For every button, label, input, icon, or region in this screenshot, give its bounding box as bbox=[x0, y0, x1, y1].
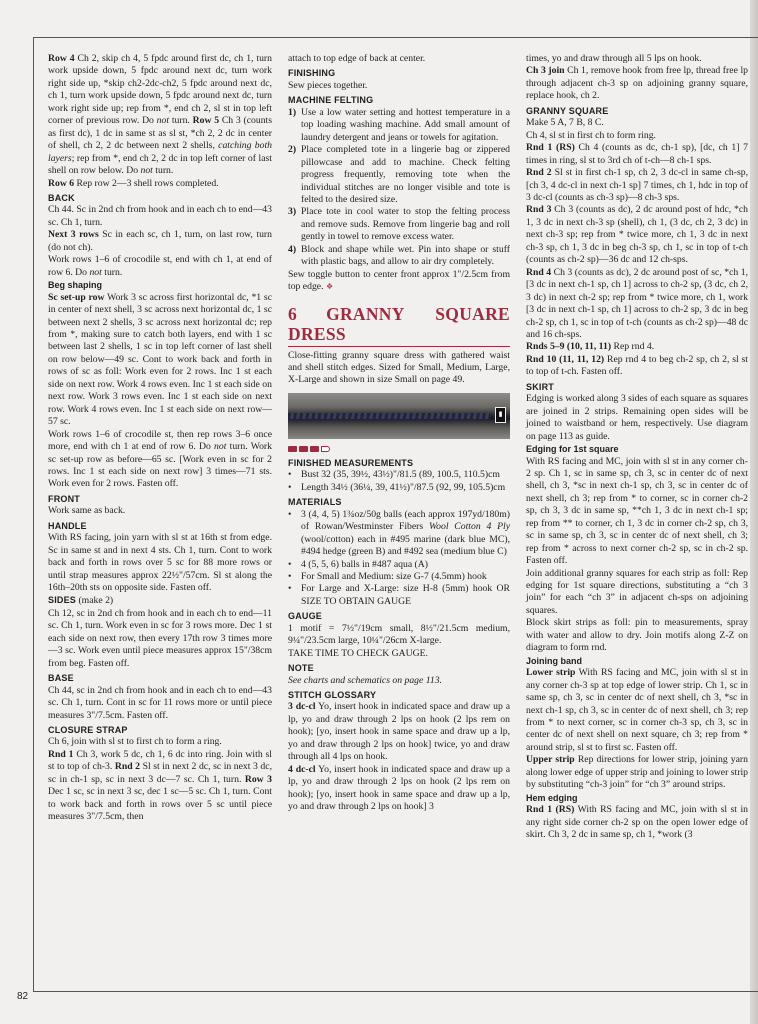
step-text: Block and shape while wet. Pin into shape or stuff with plastic bags, and allow to air dry completely. bbox=[301, 243, 510, 268]
row-label: Rnd 10 (11, 11, 12) bbox=[526, 353, 605, 365]
item-text-italic: Wool Cotton 4 Ply bbox=[428, 521, 510, 533]
heading-skirt: SKIRT bbox=[526, 381, 554, 392]
pattern-number: 6 bbox=[288, 303, 298, 324]
pattern-title-text: GRANNY SQUARE DRESS bbox=[288, 303, 510, 345]
term: 3 dc-cl bbox=[288, 701, 316, 713]
step-number: 3) bbox=[288, 206, 297, 218]
text: Ch 3 (counts as dc), 2 dc around post of sc, *ch 1, [3 dc in next ch-1 sp, ch 1] across to ch-2 sp, (3 dc, ch 2, 3 dc) in next ch-2 sp; rep from * twice more, ch 1, work [3 dc in next ch-1 sp, ch 1] across to ch-2 sp, 3 dc in beg ch-2 sp, ch 1, sc in top of t-ch (counts as ch-2 sp)—48 dc and 16 ch-sps. bbox=[526, 266, 748, 340]
text: With RS facing and MC, join with sl st in any right side corner ch-2 sp on the open lower edge of skirt. Ch 3, 2 dc in same sp, ch 1, *work (3 bbox=[526, 804, 748, 841]
bullet: • bbox=[288, 583, 292, 595]
item-text: Length 34½ (36¼, 39, 41½)"/87.5 (92, 99, 105.5)cm bbox=[301, 481, 506, 493]
heading-back: BACK bbox=[48, 192, 75, 203]
paragraph-ring: Ch 4, sl st in first ch to form ring. bbox=[526, 129, 656, 141]
text: Rep row 2—3 shell rows completed. bbox=[74, 177, 219, 189]
skill-block bbox=[299, 446, 308, 452]
paragraph-upper-strip bbox=[526, 754, 748, 791]
text: Ch 4 (counts as dc, ch-1 sp), [dc, ch 1] 7 times in ring, sl st to 3rd ch of t-ch—8 ch-1 sps. bbox=[526, 142, 748, 166]
text: Work rows 1–6 of crocodile st, then rep rows 3–6 once more, end with ch 1 at end of row 6. Do bbox=[48, 428, 272, 453]
materials-list bbox=[288, 509, 510, 609]
item-text: For Small and Medium: size G-7 (4.5mm) hook bbox=[301, 570, 487, 582]
column-middle bbox=[288, 53, 510, 814]
paragraph-setup-row bbox=[48, 292, 272, 429]
item-text: (wool/cotton) each in #495 marine (dark blue MC), #494 hedge (green B) and #492 sea (medium blue C) bbox=[301, 533, 510, 558]
item-text: 4 (5, 5, 6) balls in #487 aqua (A) bbox=[301, 558, 428, 570]
paragraph-front: Work same as back. bbox=[48, 505, 126, 517]
text: not bbox=[89, 266, 102, 278]
paragraph-row4 bbox=[48, 53, 272, 178]
skill-block-empty bbox=[321, 446, 330, 452]
paragraph-rnd2 bbox=[526, 167, 748, 204]
row-label: Rnd 2 bbox=[114, 761, 141, 773]
yarn-strand bbox=[288, 413, 490, 419]
paragraph-edging: With RS facing and MC, join with sl st in any corner ch-2 sp. Ch 1, sc in same sp, ch 3, sc in center dc of next shell, ch 3, *sc in next ch-1 sp, ch 3, sc in center dc of next shell, ch 3; rep from * to corner, sc in corner ch-2 sp, ch 3, 3 dc in same sp, **ch 1, 3 dc in next ch-1 sp; rep from ** to corner, ch 1, 3 dc in corner ch-2 sp, ch 3, sc in same sp, ch 3, sc in center dc of next shell, ch 3; rep from * across to next corner ch-2 sp, sc in ch-2 sp. Fasten off. bbox=[526, 455, 748, 567]
definition: Yo, insert hook in indicated space and draw up a lp, yo and draw through 2 lps on hook (2 lps rem on hook); [yo, insert hook in same space and draw up a lp, yo and draw through 2 lps on hook] 3 bbox=[288, 763, 510, 813]
skill-level-icon bbox=[288, 445, 510, 453]
text: Sew toggle button to center front approx 1"/2.5cm from top edge. bbox=[288, 268, 510, 293]
step-text: Place completed tote in a lingerie bag or zippered pillowcase and add to machine. Check felting progress frequently, removing tote when the individual stitches are no longer visible and tote is felted to the desired size. bbox=[301, 144, 510, 205]
paragraph-rows bbox=[48, 429, 272, 491]
heading-finished-measurements: FINISHED MEASUREMENTS bbox=[288, 457, 414, 468]
row-label: Rnd 1 bbox=[48, 748, 74, 760]
paragraph-4dc-cl bbox=[288, 764, 510, 814]
heading-text: SIDES bbox=[48, 595, 77, 606]
row-label: Row 4 bbox=[48, 53, 75, 64]
column-left bbox=[48, 53, 272, 824]
paragraph-next-rows bbox=[48, 229, 272, 254]
list-item bbox=[288, 482, 510, 494]
paragraph-gauge: 1 motif = 7½"/19cm small, 8½"/21.5cm medium, 9¼"/23.5cm large, 10¼"/26cm X-large. bbox=[288, 622, 510, 647]
paragraph-handle: With RS facing, join yarn with sl st at 16th st from edge. Sc in same st and in next 4 sts. Ch 1, turn. Cont to work back and forth in rows over 5 sc for 88 more rows or until strap measures approx 22½"/57cm. Sl st along the 16th–20th sts on opposite side. Fasten off. bbox=[48, 532, 272, 594]
row-label: Lower strip bbox=[526, 667, 576, 679]
measurements-list bbox=[288, 469, 510, 494]
heading-note: (make 2) bbox=[76, 595, 114, 607]
list-item bbox=[288, 571, 510, 583]
heading-front: FRONT bbox=[48, 493, 80, 504]
row-label: Rnd 3 bbox=[526, 204, 552, 216]
bullet: • bbox=[288, 469, 292, 481]
bullet: • bbox=[288, 508, 292, 520]
step-number: 4) bbox=[288, 243, 297, 255]
row-label: Rnd 1 (RS) bbox=[526, 142, 575, 154]
subheading-beg-shaping: Beg shaping bbox=[48, 280, 103, 291]
text: Sc in each sc, ch 1, turn, on last row, turn (do not ch). bbox=[48, 229, 273, 253]
skill-block bbox=[288, 446, 297, 452]
heading-gauge: GAUGE bbox=[288, 611, 323, 622]
paragraph-lower-strip bbox=[526, 667, 748, 754]
page-number: 82 bbox=[17, 991, 29, 1002]
term: 4 dc-cl bbox=[288, 763, 316, 775]
felting-steps-list bbox=[288, 107, 510, 269]
heading-note: NOTE bbox=[288, 663, 314, 674]
row-label: Rnd 2 bbox=[526, 167, 552, 179]
paragraph-base: Ch 44, sc in 2nd ch from hook and in each ch to end—43 sc. Ch 1, turn. Cont in sc for 11 rows more or until piece measures 3"/7.5cm. Fasten off. bbox=[48, 684, 272, 721]
row-label: Row 3 bbox=[244, 773, 272, 785]
text: Rep rnd 4. bbox=[611, 341, 655, 353]
subheading-joining-band: Joining band bbox=[526, 655, 582, 666]
end-mark-icon: ❖ bbox=[325, 282, 334, 292]
paragraph-attach: attach to top edge of back at center. bbox=[288, 53, 426, 64]
row-label: Rnd 1 (RS) bbox=[526, 804, 575, 816]
heading-machine-felting: MACHINE FELTING bbox=[288, 95, 374, 106]
list-item bbox=[288, 583, 510, 608]
step-text: Place tote in cool water to stop the felting process and remove suds. Remove from lingerie bag and roll gently in towel to remove excess water. bbox=[301, 206, 510, 243]
bullet: • bbox=[288, 481, 292, 493]
row-label: Row 6 bbox=[48, 177, 75, 189]
text: catching both layers bbox=[48, 140, 272, 164]
paragraph-row6 bbox=[48, 178, 272, 190]
paragraph-note: See charts and schematics on page 113. bbox=[288, 674, 442, 686]
list-item bbox=[288, 469, 510, 481]
heading-base: BASE bbox=[48, 673, 74, 684]
bullet: • bbox=[288, 570, 292, 582]
paragraph-times: times, yo and draw through all 5 lps on hook. bbox=[526, 53, 702, 64]
step-text: Use a low water setting and hottest temperature in a top loading washing machine. Add small amount of laundry detergent and jeans or towels for agitation. bbox=[301, 106, 510, 143]
list-item bbox=[288, 144, 510, 206]
paragraph-block: Block skirt strips as foll: pin to measurements, spray with water and allow to dry. Join motifs along Z-Z on diagram to form rnd. bbox=[526, 617, 748, 654]
paragraph-make: Make 5 A, 7 B, 8 C. bbox=[526, 117, 604, 129]
paragraph-rnd1 bbox=[526, 142, 748, 167]
skill-block bbox=[310, 446, 319, 452]
pattern-title bbox=[288, 304, 510, 347]
row-label: Rnd 4 bbox=[526, 266, 552, 278]
text: turn. bbox=[101, 266, 123, 278]
list-item bbox=[288, 107, 510, 144]
column-right bbox=[526, 53, 748, 842]
text: turn. bbox=[152, 165, 174, 177]
list-item bbox=[288, 206, 510, 243]
paragraph-finishing: Sew pieces together. bbox=[288, 79, 368, 91]
heading-granny-square: GRANNY SQUARE bbox=[526, 105, 609, 116]
subheading-edging-1st: Edging for 1st square bbox=[526, 444, 619, 455]
paragraph-rnd3 bbox=[526, 204, 748, 266]
heading-sides bbox=[48, 594, 272, 607]
row-label: Upper strip bbox=[526, 754, 575, 766]
text: turn. Work sc set-up row as before—65 sc. [Work even in sc for 2 rows. Inc 1 st each side on next row] 3 times—71 sts. Work even for 2 rows. Fasten off. bbox=[48, 441, 272, 490]
heading-stitch-glossary: STITCH GLOSSARY bbox=[288, 690, 377, 701]
heading-closure-strap: CLOSURE STRAP bbox=[48, 725, 128, 736]
definition: Yo, insert hook in indicated space and draw up a lp, yo and draw through 2 lps on hook (2 lps rem on hook); [yo, insert hook in same space and draw up a lp, yo and draw through 2 lps on hook] twice, yo and draw through all 4 lps on hook. bbox=[288, 701, 510, 763]
paragraph-ch3-join bbox=[526, 65, 748, 102]
paragraph-3dc-cl bbox=[288, 701, 510, 763]
bullet: • bbox=[288, 558, 292, 570]
row-label: Rnds 5–9 (10, 11, 11) bbox=[526, 341, 612, 353]
paragraph-rnd4 bbox=[526, 267, 748, 342]
text: Ch 3 (counts as dc), 2 dc around post of hdc, *ch 1, 3 dc in next ch-3 sp (shell), ch 1, (3 dc, ch 2, 3 dc) in next ch-3 sp; rep from * twice more, ch 1, 3 dc in next ch-3 sp, ch 1, 3 dc in beg ch-3 sp, ch 1, sc in top of t-ch (counts as ch-2 sp)—36 dc and 12 ch-sps. bbox=[526, 204, 748, 266]
text: Ch 2, skip ch 4, 5 fpdc around first dc, ch 1, turn work upside down, 5 fpdc around next dc, turn work right side up, *skip ch2-2dc-ch2, 5 fpdc around next dc, ch 1, turn work upside down, 5 fpdc around next dc, turn work right side up; rep from *, end ch 2, sl st in top left corner of previous row. Do bbox=[48, 53, 272, 127]
paragraph-back: Ch 44. Sc in 2nd ch from hook and in each ch to end—43 sc. Ch 1, turn. bbox=[48, 204, 272, 228]
text: not bbox=[140, 165, 153, 177]
text: With RS facing and MC, join with sl st in any corner ch-3 sp at top edge of lower strip. Ch 1, sc in same sp, ch 3, sc in center dc of next shell, ch 3, *sc in next ch-1 sp, ch 3, sc in center dc of next shell, ch 3; rep from * to next corner, sc in corner ch-3 sp, ch 3, sc in center dc of next shell on next square, ch 3; rep from * around strip, sl st to first sc. Fasten off. bbox=[526, 667, 748, 753]
row-label: Row 5 bbox=[192, 115, 220, 127]
text: not bbox=[214, 441, 227, 453]
paragraph-intro: Close-fitting granny square dress with gathered waist and shell stitch edges. Sized for Small, Medium, Large, X-Large and shown in size Small on page 49. bbox=[288, 349, 510, 386]
paragraph-sides: Ch 12, sc in 2nd ch from hook and in each ch to end—11 sc. Ch 1, turn. Work even in sc for 3 rows more. Dec 1 st each side on next row, then every 17th row 3 times more—3 sc. Work even until piece measures approx 15"/38cm from beg. Fasten off. bbox=[48, 607, 272, 669]
text: Work 3 sc across first horizontal dc, *1 sc in center of next shell, 3 sc across next horizontal dc, 1 sc between next 2 shells, 3 sc across next horizontal dc; rep from *, making sure to catch both layers, end with 1 sc between last 2 shells, 1 sc in top left corner of last shell on row below—49 sc. Cont to work back and forth in rows of sc as foll: Work even for 2 rows. Inc 1 st each side on next row. Work 4 rows even. Inc 1 st each side on next row. Work 3 rows even. Inc 1 st each side on next row. Work 4 rows even. Inc 1 st each side on next row—57 sc. bbox=[48, 291, 272, 428]
text: Sl st in next 2 dc, sc in next 3 dc, sc in ch-1 sp, sc in next 3 dc—7 sc. Ch 1, turn. bbox=[48, 761, 272, 785]
text: Ch 3, work 5 dc, ch 1, 6 dc into ring. Join with sl st to top of ch-3. bbox=[48, 748, 272, 773]
paragraph-closure-rounds bbox=[48, 749, 272, 824]
yarn-tag-icon: ▮ bbox=[495, 407, 506, 423]
definition: Ch 1, remove hook from free lp, thread free lp through adjacent ch-3 sp on adjoining granny square, replace hook, ch 2. bbox=[526, 65, 748, 102]
paragraph-rnds5-9 bbox=[526, 341, 748, 353]
row-label: Next 3 rows bbox=[48, 229, 99, 241]
text: turn. bbox=[169, 115, 193, 127]
subheading-hem-edging: Hem edging bbox=[526, 792, 578, 803]
paragraph-crocodile bbox=[48, 254, 272, 279]
item-text: For Large and X-Large: size H-8 (5mm) hook OR SIZE TO OBTAIN GAUGE bbox=[301, 583, 510, 607]
term: Ch 3 join bbox=[526, 65, 565, 77]
yarn-swatch-image bbox=[288, 393, 510, 439]
heading-handle: HANDLE bbox=[48, 520, 87, 531]
text: Rep rnd 4 to beg ch-2 sp, ch 2, sl st to top of t-ch. Fasten off. bbox=[526, 353, 748, 378]
list-item bbox=[288, 559, 510, 571]
heading-finishing: FINISHING bbox=[288, 68, 336, 79]
heading-materials: MATERIALS bbox=[288, 497, 342, 508]
text: Ch 3 (counts as first dc), 1 dc in same st as sl st, *ch 2, 2 dc in center of shell, ch 2, 2 dc between next 2 shells, bbox=[48, 115, 273, 152]
paragraph-skirt: Edging is worked along 3 sides of each square as squares are joined in 2 strips. Remaining open sides will be joined to waistband or hem, respectively. Use diagram on page 113 as guide. bbox=[526, 393, 748, 442]
paragraph-closure-ring: Ch 6, join with sl st to first ch to form a ring. bbox=[48, 736, 222, 748]
text: Rep directions for lower strip, joining yarn along lower edge of upper strip and joining to lower strip by substituting “ch-3 join” for “ch 3” around strips. bbox=[526, 754, 749, 791]
paragraph-gauge-check: TAKE TIME TO CHECK GAUGE. bbox=[288, 647, 428, 659]
text: Work rows 1–6 of crocodile st, end with ch 1, at end of row 6. Do bbox=[48, 254, 272, 278]
text: Dec 1 sc, sc in next 3 sc, dec 1 sc—5 sc. Ch 1, turn. Cont to work back and forth in rows over 5 sc until piece measures 3"/7.5cm, then bbox=[48, 786, 272, 823]
step-number: 2) bbox=[288, 144, 297, 156]
text: ; rep from *, end ch 2, 2 dc in top left corner of last shell on row below. Do bbox=[48, 152, 272, 177]
paragraph-hem bbox=[526, 804, 748, 841]
list-item bbox=[288, 509, 510, 559]
paragraph-sew-toggle bbox=[288, 269, 510, 294]
list-item bbox=[288, 244, 510, 269]
paragraph-join-squares: Join additional granny squares for each strip as foll: Rep edging for 1st square directions, substituting a “ch 3 join” for each “ch 3” in adjacent ch-sps on adjoining squares. bbox=[526, 567, 748, 616]
item-text: Bust 32 (35, 39½, 43½)"/81.5 (89, 100.5, 110.5)cm bbox=[301, 469, 500, 481]
row-label: Sc set-up row bbox=[48, 291, 105, 303]
item-text: 3 (4, 4, 5) 1¾oz/50g balls (each approx 197yd/180m) of Rowan/Westminster Fibers bbox=[301, 508, 510, 533]
paragraph-rnd10 bbox=[526, 354, 748, 379]
text: not bbox=[156, 115, 170, 127]
step-number: 1) bbox=[288, 106, 297, 118]
text: Sl st in first ch-1 sp, ch 2, 3 dc-cl in same ch-sp, [ch 3, 4 dc-cl in next ch-1 sp] 7 times, ch 1, hdc in top of 3 dc-cl (counts as ch-3 sp)—8 ch-3 sps. bbox=[526, 167, 748, 203]
